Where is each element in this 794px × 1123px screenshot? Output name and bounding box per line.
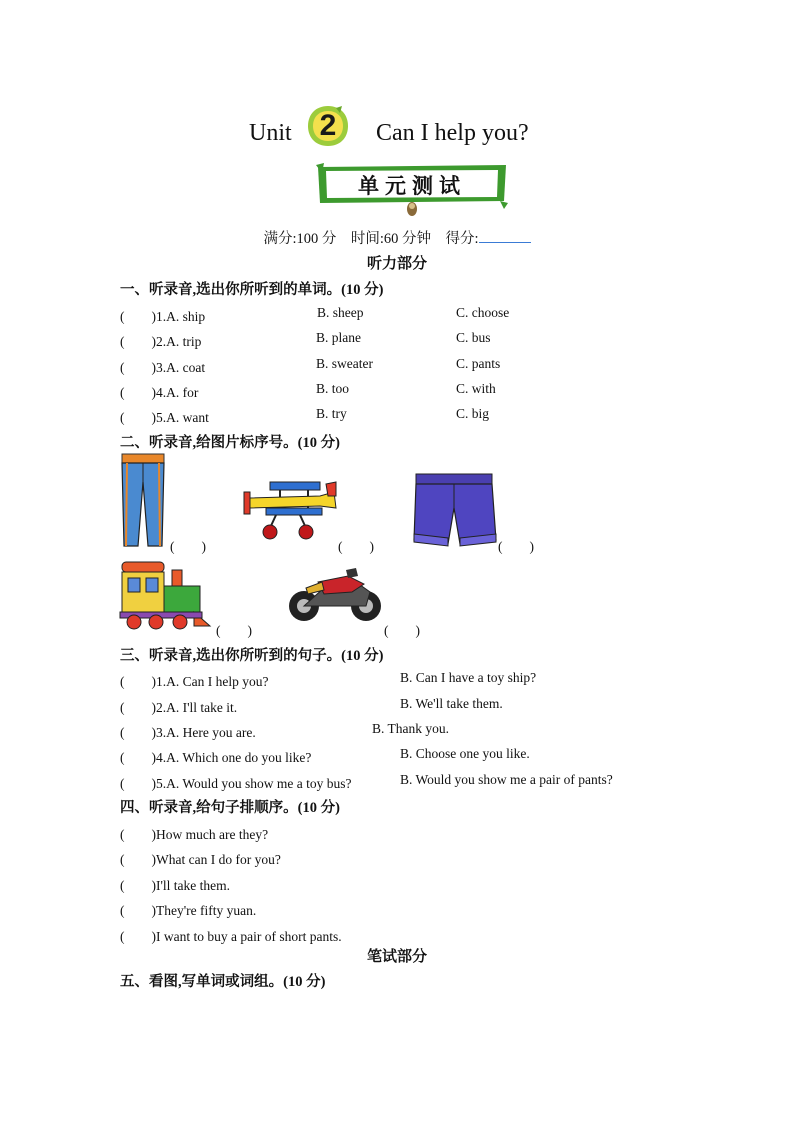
jeans-icon <box>118 452 168 548</box>
time-limit: 时间:60 分钟 <box>350 231 432 247</box>
s1-q5-b: B. try <box>316 406 347 421</box>
unit-title: Can I help you? <box>376 120 529 146</box>
s2-paren-5[interactable]: ( ) <box>384 623 420 638</box>
s1-q2-a: ( )2.A. trip <box>120 334 202 349</box>
s1-q5-c: C. big <box>456 406 490 421</box>
s3-q3-a: ( )3.A. Here you are. <box>120 725 256 740</box>
s2-paren-1[interactable]: ( ) <box>170 539 206 554</box>
toy-train-icon <box>116 556 214 632</box>
listening-title: 听力部分 <box>366 256 427 272</box>
section2-heading: 二、听录音,给图片标序号。(10 分) <box>120 435 340 451</box>
writing-title: 笔试部分 <box>366 949 427 965</box>
s1-q3-b: B. sweater <box>316 356 373 371</box>
s3-q5-b: B. Would you show me a pair of pants? <box>400 772 613 787</box>
s3-q1-a: ( )1.A. Can I help you? <box>120 674 269 689</box>
s3-q4-a: ( )4.A. Which one do you like? <box>120 750 312 765</box>
s1-q3-c: C. pants <box>456 356 501 371</box>
section4-heading: 四、听录音,给句子排顺序。(10 分) <box>120 800 340 816</box>
s3-q2-a: ( )2.A. I'll take it. <box>120 700 238 715</box>
s2-paren-2[interactable]: ( ) <box>338 539 374 554</box>
section3-heading: 三、听录音,选出你所听到的句子。(10 分) <box>120 648 384 664</box>
section1-heading: 一、听录音,选出你所听到的单词。(10 分) <box>120 282 384 298</box>
unit-label: Unit <box>249 120 292 146</box>
unit-number: 2 <box>319 109 337 142</box>
s1-q2-b: B. plane <box>316 330 361 345</box>
s1-q1-c: C. choose <box>456 305 510 320</box>
motorbike-icon <box>286 564 386 624</box>
s1-q5-a: ( )5.A. want <box>120 410 209 425</box>
s2-paren-3[interactable]: ( ) <box>498 539 534 554</box>
s4-item-4: ( )They're fifty yuan. <box>120 903 257 918</box>
score-info <box>0 227 794 248</box>
s1-q4-b: B. too <box>316 381 350 396</box>
s1-q4-c: C. with <box>456 381 496 396</box>
s4-item-3: ( )I'll take them. <box>120 878 231 893</box>
s1-q1-b: B. sheep <box>317 305 364 320</box>
s3-q2-b: B. We'll take them. <box>400 696 503 711</box>
s4-item-5: ( )I want to buy a pair of short pants. <box>120 929 342 944</box>
s3-q4-b: B. Choose one you like. <box>400 746 530 761</box>
s1-q3-a: ( )3.A. coat <box>120 360 206 375</box>
s1-q1-a: ( )1.A. ship <box>120 309 206 324</box>
s3-q5-a: ( )5.A. Would you show me a toy bus? <box>120 776 352 791</box>
s4-item-2: ( )What can I do for you? <box>120 852 281 867</box>
banner-title: 单元测试 <box>358 174 466 198</box>
score-label: 得分: <box>445 231 479 247</box>
s3-q1-b: B. Can I have a toy ship? <box>400 670 537 685</box>
s4-item-1: ( )How much are they? <box>120 827 269 842</box>
s3-q3-b: B. Thank you. <box>372 721 449 736</box>
section5-heading: 五、看图,写单词或词组。(10 分) <box>120 974 326 990</box>
s2-paren-4[interactable]: ( ) <box>216 623 252 638</box>
full-score: 满分:100 分 <box>263 231 337 247</box>
toy-plane-icon <box>240 478 340 542</box>
shorts-icon <box>412 472 498 548</box>
score-blank[interactable] <box>479 228 531 243</box>
s1-q2-c: C. bus <box>456 330 491 345</box>
s1-q4-a: ( )4.A. for <box>120 385 199 400</box>
